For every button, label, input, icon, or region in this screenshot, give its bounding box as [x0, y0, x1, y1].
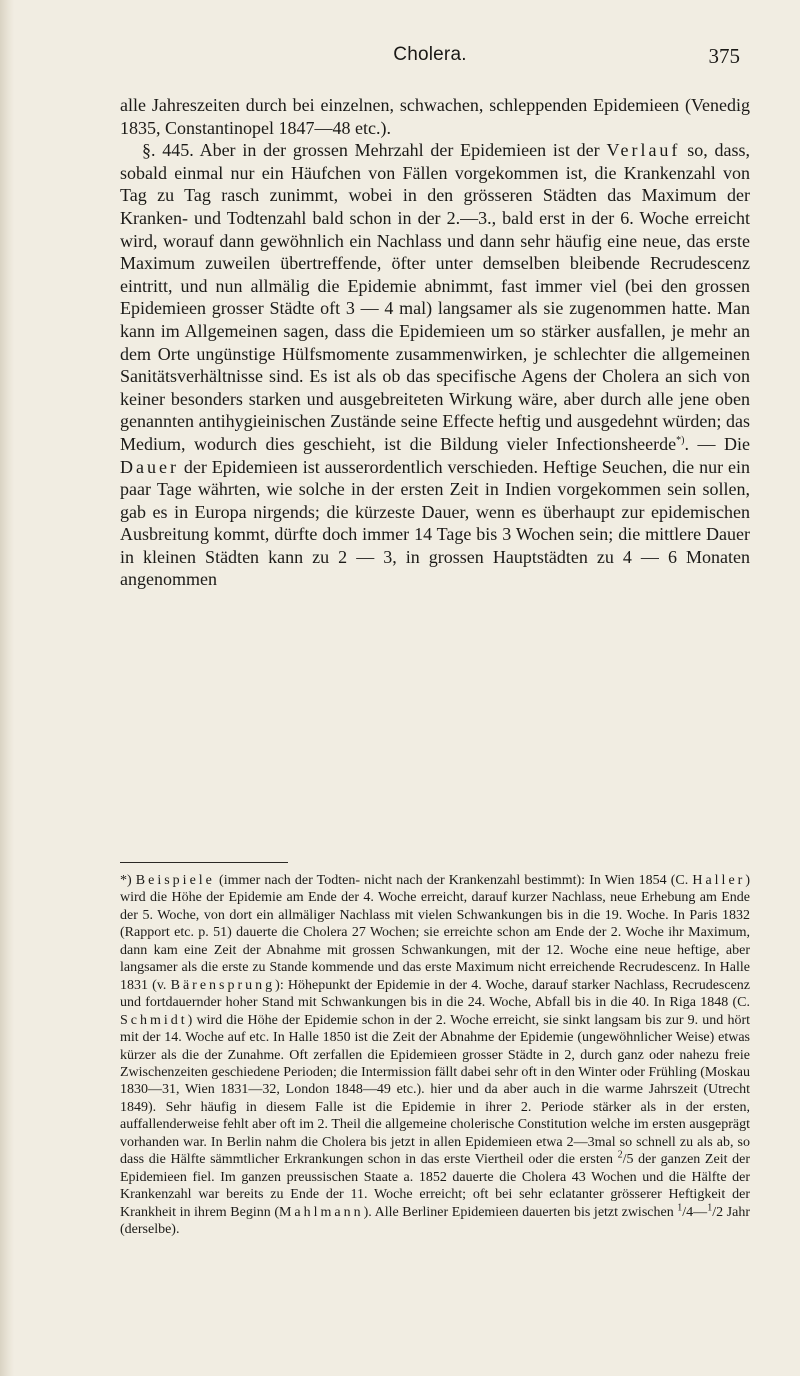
footnote: [120, 872, 750, 1239]
footnote-lead: Beispiele: [135, 873, 215, 888]
text-run: . — Die: [684, 433, 750, 454]
spaced-term-verlauf: Verlauf: [606, 140, 681, 161]
text-run: ): Höhepunkt der Epidemie in der 4. Woche, darauf starker Nachlass, Recrudescenz und fortdauernder hoher Stand mit Schwankungen bis in die 24. Woche, Abfall bis in die 40. In Riga 1848 (C.: [120, 977, 750, 1011]
text-run: Jahr (derselbe).: [120, 1204, 750, 1238]
text-run: ) wird die Höhe der Epidemie schon in der 2. Woche erreicht, sie sinkt langsam bis zur 9. und hört mit der 14. Woche auf etc. In Halle 1850 ist die Zeit der Abnahme der Epidemie (ungewöhnlicher Weise) etwas kürzer als die der Zunahme. Oft zerfallen die Epidemieen grosser Städte in 2, durch ganz oder nahezu freie Zwischenzeiten geschiedene Perioden; die Intermission fällt dabei sehr oft in den Winter oder Frühling (Moskau 1830—31, Wien 1831—32, London 1848—49 etc.). hier und da aber auch in die warme Jahrszeit (Utrecht 1849). Sehr häufig in diesem Falle ist die Epidemie in ihrer 2. Periode stärker als in der ersten, auffallenderweise fehlt aber oft im 2. Theil die allgemeine cholerische Constitution welche im ersten ausgeprägt vorhanden war. In Berlin nahm die Cholera bis jetzt in allen Epidemieen etwa 2—3mal so schnell zu als ab, so dass die Hälfte sämmtlicher Erkrankungen schon in das erste Viertheil oder die ersten: [120, 1012, 750, 1168]
text-run: der ganzen Zeit der Epidemieen fiel. Im ganzen preussischen Staate a. 1852 dauerte die Cholera 43 Wochen und die Hälfte der Krankenzahl war bereits zu Ende der 11. Woche erreicht; oft bei sehr eclatanter grösserer Heftigkeit der Krankheit in ihrem Beginn (: [120, 1152, 750, 1220]
text-run: (immer nach der Todten- nicht nach der Krankenzahl bestimmt): In Wien 1854 (C.: [214, 873, 693, 888]
fraction-numerator: 1: [677, 1201, 683, 1213]
scan-edge-shadow: [0, 0, 14, 1376]
text-run: §. 445. Aber in der grossen Mehrzahl der Epidemieen ist der: [142, 140, 607, 161]
text-run: so, dass, sobald einmal nur ein Häufchen von Fällen vorgekommen ist, die Krankenzahl von Tag zu Tag rasch zunimmt, wobei in den grösseren Städten das Maximum der Kranken- und Todtenzahl bald schon in der 2.—3., bald erst in der 6. Woche erreicht wird, worauf dann gewöhnlich ein Nachlass und dann sehr häufig eine neue, das erste Maximum zuweilen übertreffende, öfter unter demselben bleibende Recrudescenz eintritt, und nun allmälig die Epidemie abnimmt, fast immer viel (bei den grossen Epidemieen grosser Städte oft 3 — 4 mal) langsamer als sie zugenommen hatte. Man kann im Allgemeinen sagen, dass die Epidemieen um so stärker ausfallen, je mehr an dem Orte ungünstige Hülfsmomente zusammenwirken, je schlechter die allgemeinen Sanitätsverhältnisse sind. Es ist als ob das specifische Agens der Cholera an sich von keiner besonders starken und ausgebreiteten Wirkung wäre, aber durch alle jene oben genannten antihygieinischen Zustände seine Effecte heftig und ausgedehnt würden; das Medium, wodurch dies geschieht, ist die Bildung vieler Infectionsheerde: [120, 140, 750, 454]
author-name: Mahlmann: [278, 1204, 364, 1220]
fraction-rest: /4—: [682, 1204, 708, 1220]
spaced-term-dauer: Dauer: [120, 456, 179, 477]
author-name: Schmidt: [120, 1012, 188, 1028]
fraction-rest: /2: [712, 1204, 724, 1220]
page-header: [120, 44, 740, 74]
fraction-numerator: 2: [617, 1149, 623, 1161]
footnote-reference: *): [676, 434, 685, 446]
text-run: ). Alle Berliner Epidemieen dauerten bis jetzt zwischen: [363, 1204, 678, 1220]
fraction-numerator: 1: [707, 1201, 713, 1213]
running-title: Cholera.: [393, 44, 467, 65]
page-number: 375: [708, 44, 740, 68]
text-run: ) wird die Höhe der Epidemie am Ende der 4. Woche erreicht, darauf kurzer Nachlass, neue Erhebung am Ende der 5. Woche, von dort ein allmäliger Nachlass mit vielen Schwankungen bis in die 19. Woche. In Paris 1832 (Rapport etc. p. 51) dauerte die Cholera 27 Wochen; sie erreichte schon am Ende der 2. Woche ihr Maximum, dann kam eine Zeit der Abnahme mit grossen Schwankungen, mit der 12. Woche eine neue heftige, aber langsamer als die erste zu Stande kommende und das erste Maximum nicht erreichende Recrudescenz. In Halle 1831 (v.: [120, 873, 750, 993]
main-text: [120, 94, 750, 591]
author-name: Haller: [692, 873, 746, 888]
author-name: Bärensprung: [170, 977, 276, 993]
paragraph-445: [120, 139, 750, 591]
footnote-divider: [120, 862, 288, 863]
fraction-denominator: /5: [622, 1152, 634, 1168]
paragraph-continuation: alle Jahreszeiten durch bei einzelnen, schwachen, schleppenden Epidemieen (Venedig 1835, Constantinopel 1847—48 etc.).: [120, 95, 750, 138]
footnote-text: [120, 872, 750, 1239]
footnote-mark: *): [120, 873, 132, 888]
text-run: der Epidemieen ist ausserordentlich verschieden. Heftige Seuchen, die nur ein paar Tage währten, wie solche in der ersten Zeit in Indien vorgekommen sein sollen, gab es in Europa nirgends; die kürzeste Dauer, wenn es überhaupt zur epidemischen Ausbreitung kommt, dürfte doch immer 14 Tage bis 3 Wochen sein; die mittlere Dauer in kleinen Städten kann zu 2 — 3, in grossen Hauptstädten zu 4 — 6 Monaten angenommen: [120, 456, 750, 590]
